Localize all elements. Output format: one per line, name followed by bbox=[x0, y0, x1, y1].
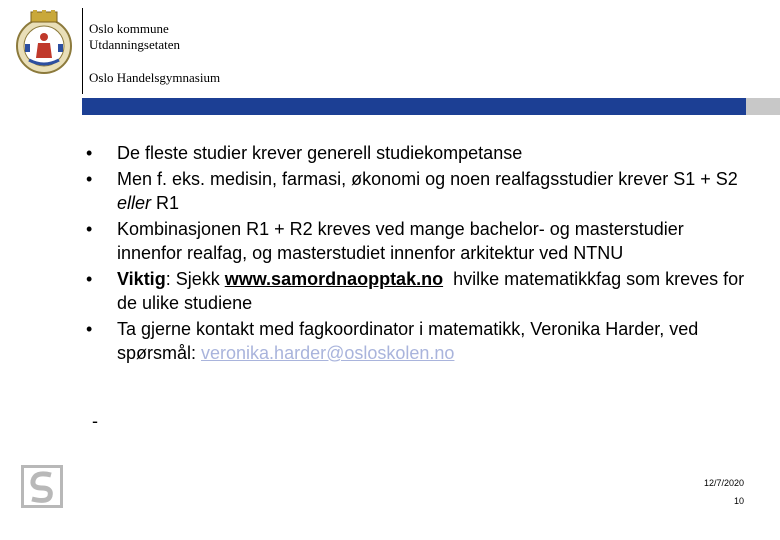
bullet-label: Viktig bbox=[117, 269, 166, 289]
org-line-2: Utdanningsetaten bbox=[89, 37, 180, 52]
header-accent-bar bbox=[82, 98, 746, 115]
bullet-text: hvilke matematikkfag som kreves for de ulike studiene bbox=[117, 269, 750, 313]
header-gray-bar bbox=[746, 98, 780, 115]
samordnaopptak-link[interactable]: www.samordnaopptak.no bbox=[224, 269, 444, 289]
org-line-1: Oslo kommune bbox=[89, 21, 169, 36]
list-item bbox=[86, 141, 746, 165]
bullet-icon: • bbox=[86, 169, 93, 189]
email-link[interactable]: veronika.harder@osloskolen.no bbox=[201, 343, 455, 363]
bullet-text: Kombinasjonen R1 + R2 kreves ved mange bachelor- og masterstudier innenfor realfag, og masterstudiet innenfor arkitektur ved NTNU bbox=[117, 219, 684, 263]
oslo-logo-icon bbox=[21, 465, 63, 508]
bullet-icon: • bbox=[86, 143, 93, 163]
bullet-text: Ta gjerne kontakt med fagkoordinator i matematikk, Veronika Harder, ved spørsmål: bbox=[117, 319, 699, 363]
list-item bbox=[86, 217, 746, 265]
bullet-text: De fleste studier krever generell studiekompetanse bbox=[117, 143, 523, 163]
bullet-text: Men f. eks. medisin, farmasi, økonomi og noen realfagsstudier krever S1 + S2 bbox=[117, 169, 738, 189]
slide-date: 12/7/2020 bbox=[703, 478, 744, 488]
organization-name bbox=[89, 21, 180, 53]
bullet-icon: • bbox=[86, 269, 93, 289]
bullet-text: R1 bbox=[151, 193, 180, 213]
dash-text: - bbox=[92, 411, 98, 431]
bullet-emphasis: eller bbox=[117, 193, 152, 213]
bullet-icon: • bbox=[86, 219, 93, 239]
list-item bbox=[86, 317, 746, 365]
header-divider bbox=[82, 8, 83, 94]
list-item bbox=[86, 167, 746, 215]
school-name: Oslo Handelsgymnasium bbox=[89, 70, 221, 85]
bullet-text: : Sjekk bbox=[165, 269, 225, 289]
page-number: 10 bbox=[733, 496, 744, 506]
list-item bbox=[86, 267, 750, 315]
bullet-icon: • bbox=[86, 319, 93, 339]
bullet-list bbox=[86, 141, 750, 367]
oslo-crest-icon bbox=[15, 10, 73, 78]
